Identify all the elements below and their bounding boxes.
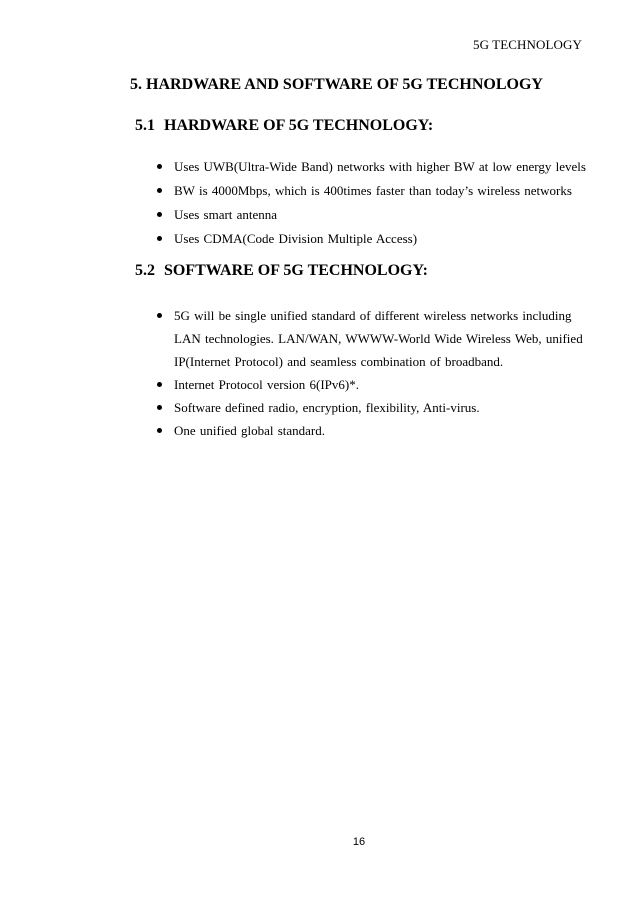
list-item-text: Software defined radio, encryption, flexibility, Anti-virus. [174, 400, 480, 415]
section-number: 5.2 [135, 262, 155, 279]
bullet-icon [157, 428, 162, 433]
bullet-icon [157, 236, 162, 241]
page-number: 16 [352, 836, 366, 848]
chapter-title: 5. HARDWARE AND SOFTWARE OF 5G TECHNOLOGY [130, 76, 543, 93]
section-heading-text: HARDWARE OF 5G TECHNOLOGY: [164, 117, 434, 134]
bullet-icon [157, 188, 162, 193]
list-item-text: 5G will be single unified standard of different wireless networks including LAN technologies. LAN/WAN, WWWW-World Wide Wireless Web, unified IP(Internet Protocol) and seamless combination of broadband. [174, 308, 583, 369]
list-item-text: Uses CDMA(Code Division Multiple Access) [174, 231, 418, 246]
list-item [156, 304, 596, 373]
running-header: 5G TECHNOLOGY [472, 37, 582, 52]
list-item [156, 373, 596, 396]
bullet-icon [157, 212, 162, 217]
section-heading-hardware [135, 117, 433, 135]
list-item [156, 179, 596, 202]
bullet-icon [157, 313, 162, 318]
section-heading-software [135, 262, 428, 280]
hardware-bullet-list [156, 155, 596, 251]
list-item [156, 396, 596, 419]
list-item-text: BW is 4000Mbps, which is 400times faster than today’s wireless networks [174, 183, 572, 198]
list-item-text: Internet Protocol version 6(IPv6)*. [174, 377, 359, 392]
section-heading-text: SOFTWARE OF 5G TECHNOLOGY: [164, 262, 428, 279]
bullet-icon [157, 382, 162, 387]
list-item [156, 155, 596, 178]
software-bullet-list [156, 304, 596, 442]
list-item-text: Uses smart antenna [174, 207, 278, 222]
section-number: 5.1 [135, 117, 155, 134]
list-item-text: Uses UWB(Ultra-Wide Band) networks with higher BW at low energy levels [174, 159, 586, 174]
list-item [156, 419, 596, 442]
list-item [156, 227, 596, 250]
list-item [156, 203, 596, 226]
bullet-icon [157, 164, 162, 169]
list-item-text: One unified global standard. [174, 423, 326, 438]
bullet-icon [157, 405, 162, 410]
